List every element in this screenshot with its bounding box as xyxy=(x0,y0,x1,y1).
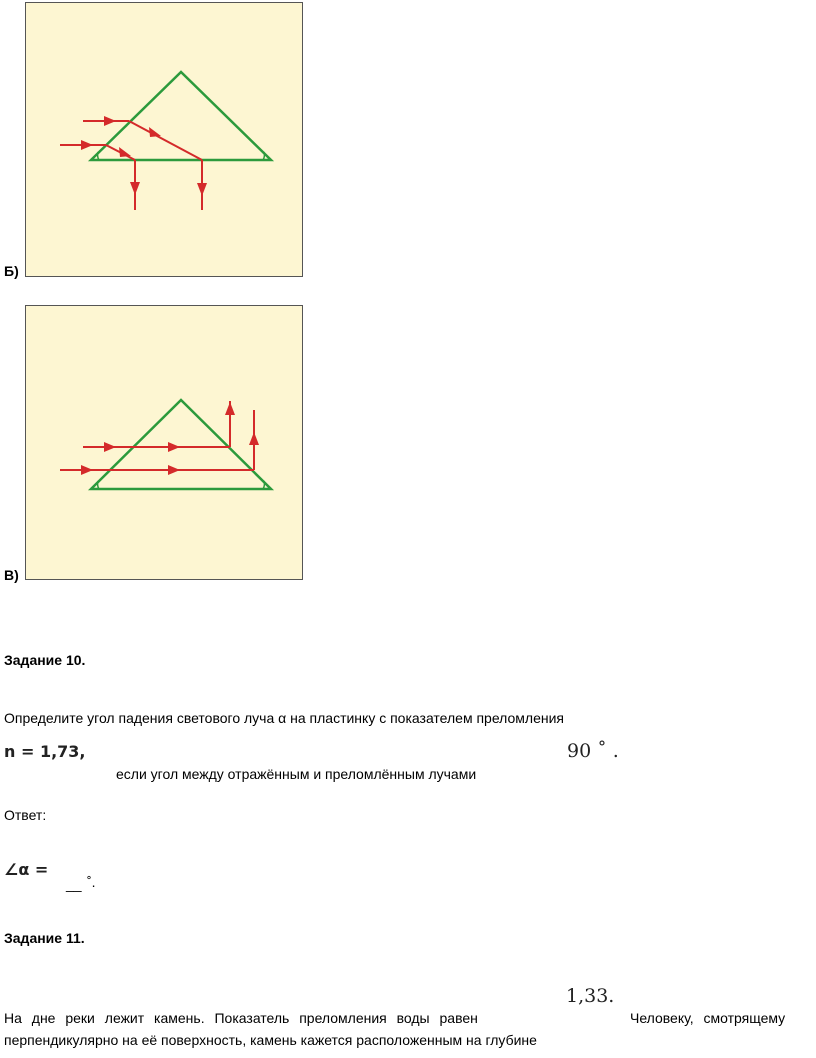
prism-triangle xyxy=(91,72,271,160)
figure-b-diagram xyxy=(26,3,304,278)
figure-v-diagram xyxy=(26,306,304,581)
task10-answer-degree: ˚. xyxy=(87,874,96,890)
arrow-head xyxy=(168,442,180,452)
arrow-head xyxy=(149,127,161,137)
task10-text-line1: Определите угол падения светового луча α на пластинку с показателем преломления xyxy=(4,710,564,726)
arrow-head xyxy=(225,402,235,415)
arrow-head xyxy=(168,465,180,475)
arrow-head xyxy=(104,442,116,452)
arrow-head xyxy=(81,140,93,150)
figure-v-label: В) xyxy=(4,567,19,583)
arrow-head xyxy=(130,182,140,195)
prism-triangle xyxy=(91,400,271,489)
task10-answer-blank[interactable]: __ xyxy=(66,876,82,892)
task10-answer-label: Ответ: xyxy=(4,807,47,823)
task10-answer-formula xyxy=(4,858,48,880)
task10-answer-formula-text: ∠α = xyxy=(4,860,49,879)
arrow-head xyxy=(197,183,207,196)
arrow-head xyxy=(119,147,131,157)
figure-b xyxy=(25,2,303,277)
task11-formula-n: 1,33. xyxy=(566,985,615,1007)
arrow-head xyxy=(104,116,116,126)
task10-heading: Задание 10. xyxy=(4,652,86,668)
task11-text-line1: На дне реки лежит камень. Показатель преломления воды равен xyxy=(4,1010,478,1026)
ray-upper-inside xyxy=(129,121,202,160)
task10-formula-n xyxy=(4,740,86,762)
task11-text-line2: перпендикулярно на её поверхность, камень кажется расположенным на глубине xyxy=(4,1032,537,1048)
task11-heading: Задание 11. xyxy=(4,930,85,946)
task10-formula-n-text: n = 1,73, xyxy=(4,742,86,761)
figure-b-label: Б) xyxy=(4,263,19,279)
figure-v xyxy=(25,305,303,580)
task11-text-line1-tail: Человеку, смотрящему xyxy=(630,1010,786,1026)
arrow-head xyxy=(81,465,93,475)
arrow-head xyxy=(249,432,259,445)
task10-formula-angle: 90 ˚ . xyxy=(567,740,619,762)
task10-text-line2: если угол между отражённым и преломлённым лучами xyxy=(116,766,477,782)
